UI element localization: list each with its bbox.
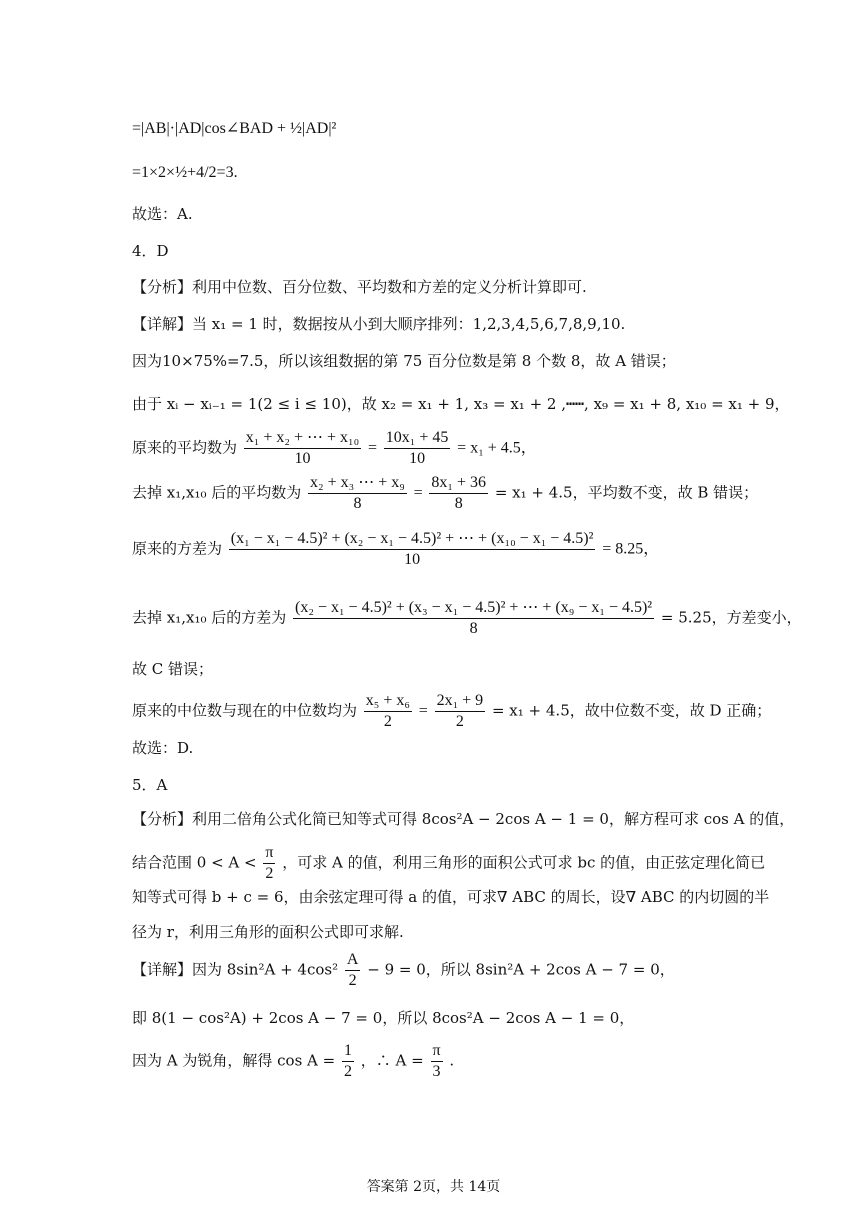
detail-4-line-1: 【详解】当 x₁ = 1 时，数据按从小到大顺序排列：1,2,3,4,5,6,7,8,9,10. [132,315,626,333]
conclusion-c: 故 C 错误； [132,660,214,678]
analysis-5-line-1: 【分析】利用二倍角公式化简已知等式可得 8cos²A − 2cos A − 1 = 0，解方程可求 cos A 的值， [132,810,795,828]
detail-4-line-2: 因为10×75%=7.5，所以该组数据的第 75 百分位数是第 8 个数 8，故 A 错误； [132,352,676,370]
page-footer: 答案第 2页，共 14页 [366,1179,501,1195]
analysis-4: 【分析】利用中位数、百分位数、平均数和方差的定义分析计算即可. [132,278,587,296]
variance-removed-fraction: $\frac{\text{(x₂ − x₁ − 4.5)² + (x₃ − x₁ − 4.5)² + ⋯ + (x₉ − x₁ − 4.5)²}}{8}$ [295,599,653,637]
mean-line: 原来的平均数为 $\frac{\text{x₁ + x₂ + ⋯ + x₁₀}}{10}$ = $\frac{\text{10x₁ + 45}}{10}$ = x₁ + 4.5， [132,429,537,467]
cos-value-fraction: $\frac{1}{2}$ [344,1042,352,1080]
half-angle-fraction: $\frac{A}{2}$ [346,951,359,989]
solution-line-1: =|AB|·|AD|cos∠BAD + ½|AD|² [132,120,337,137]
mean-fraction-1: $\frac{\text{x₁ + x₂ + ⋯ + x₁₀}}{10}$ [245,429,360,467]
analysis-5-line-2: 结合范围 0 < A < $\frac{\pi}{2}$ ，可求 A 的值，利用三角形的面积公式可求 bc 的值，由正弦定理化简已 [132,844,766,882]
mean-removed-fraction-2: $\frac{\text{8x₁ + 36}}{8}$ [431,474,487,512]
pi-over-2-fraction: $\frac{\pi}{2}$ [265,844,274,882]
mean-removed-line: 去掉 x₁,x₁₀ 后的平均数为 $\frac{\text{x₂ + x₃ ⋯ + x₉}}{8}$ = $\frac{\text{8x₁ + 36}}{8}$ = x₁ + 4.5，平均数不变，故 B 错误； [132,474,759,512]
question-4-heading: 4．D [132,242,169,260]
variance-fraction: $\frac{\text{(x₁ − x₁ − 4.5)² + (x₂ − x₁ − 4.5)² + ⋯ + (x₁₀ − x₁ − 4.5)²}}{10}$ [230,530,594,568]
question-5-heading: 5．A [132,776,168,794]
analysis-5-line-3: 知等式可得 b + c = 6，由余弦定理可得 a 的值，可求∇ ABC 的周长，设∇ ABC 的内切圆的半 [132,888,770,906]
analysis-5-line-4: 径为 r，利用三角形的面积公式即可求解. [132,923,404,941]
median-fraction-2: $\frac{\text{2x₁ + 9}}{2}$ [436,692,484,730]
solution-line-2: =1×2×½+4/2=3. [132,164,238,181]
mean-removed-fraction-1: $\frac{\text{x₂ + x₃ ⋯ + x₉}}{8}$ [310,474,405,512]
detail-5-line-2: 即 8(1 − cos²A) + 2cos A − 7 = 0，所以 8cos²A − 2cos A − 1 = 0， [132,1009,635,1027]
mean-fraction-2: $\frac{\text{10x₁ + 45}}{10}$ [385,429,449,467]
mean-label: 原来的平均数为 [132,438,238,457]
median-line: 原来的中位数与现在的中位数均为 $\frac{\text{x₅ + x₆}}{2}$ = $\frac{\text{2x₁ + 9}}{2}$ = x₁ + 4.5，故中位数不变，故 D 正确； [132,692,772,730]
detail-5-line-3: 因为 A 为锐角，解得 cos A = $\frac{1}{2}$ ，∴ A = $\frac{\pi}{3}$ . [132,1042,455,1080]
answer-choice-4: 故选：D. [132,739,194,757]
detail-5-line-1: 【详解】因为 8sin²A + 4cos² $\frac{A}{2}$ − 9 = 0，所以 8sin²A + 2cos A − 7 = 0， [132,951,675,989]
angle-value-fraction: $\frac{\pi}{3}$ [432,1042,441,1080]
variance-removed-line: 去掉 x₁,x₁₀ 后的方差为 $\frac{\text{(x₂ − x₁ − 4.5)² + (x₃ − x₁ − 4.5)² + ⋯ + (x₉ − x₁ − 4.5)²}}{8}$ = 5.25，方差变小， [132,599,802,637]
detail-4-line-3: 由于 xᵢ − xᵢ₋₁ = 1(2 ≤ i ≤ 10)，故 x₂ = x₁ + 1, x₃ = x₁ + 2 ,┅┅, x₉ = x₁ + 8, x₁₀ = x₁ + 9， [132,395,790,413]
median-fraction-1: $\frac{\text{x₅ + x₆}}{2}$ [365,692,410,730]
answer-choice-3: 故选：A. [132,205,193,223]
variance-line: 原来的方差为 $\frac{\text{(x₁ − x₁ − 4.5)² + (x₂ − x₁ − 4.5)² + ⋯ + (x₁₀ − x₁ − 4.5)²}}{10}$ = 8.25， [132,530,660,568]
